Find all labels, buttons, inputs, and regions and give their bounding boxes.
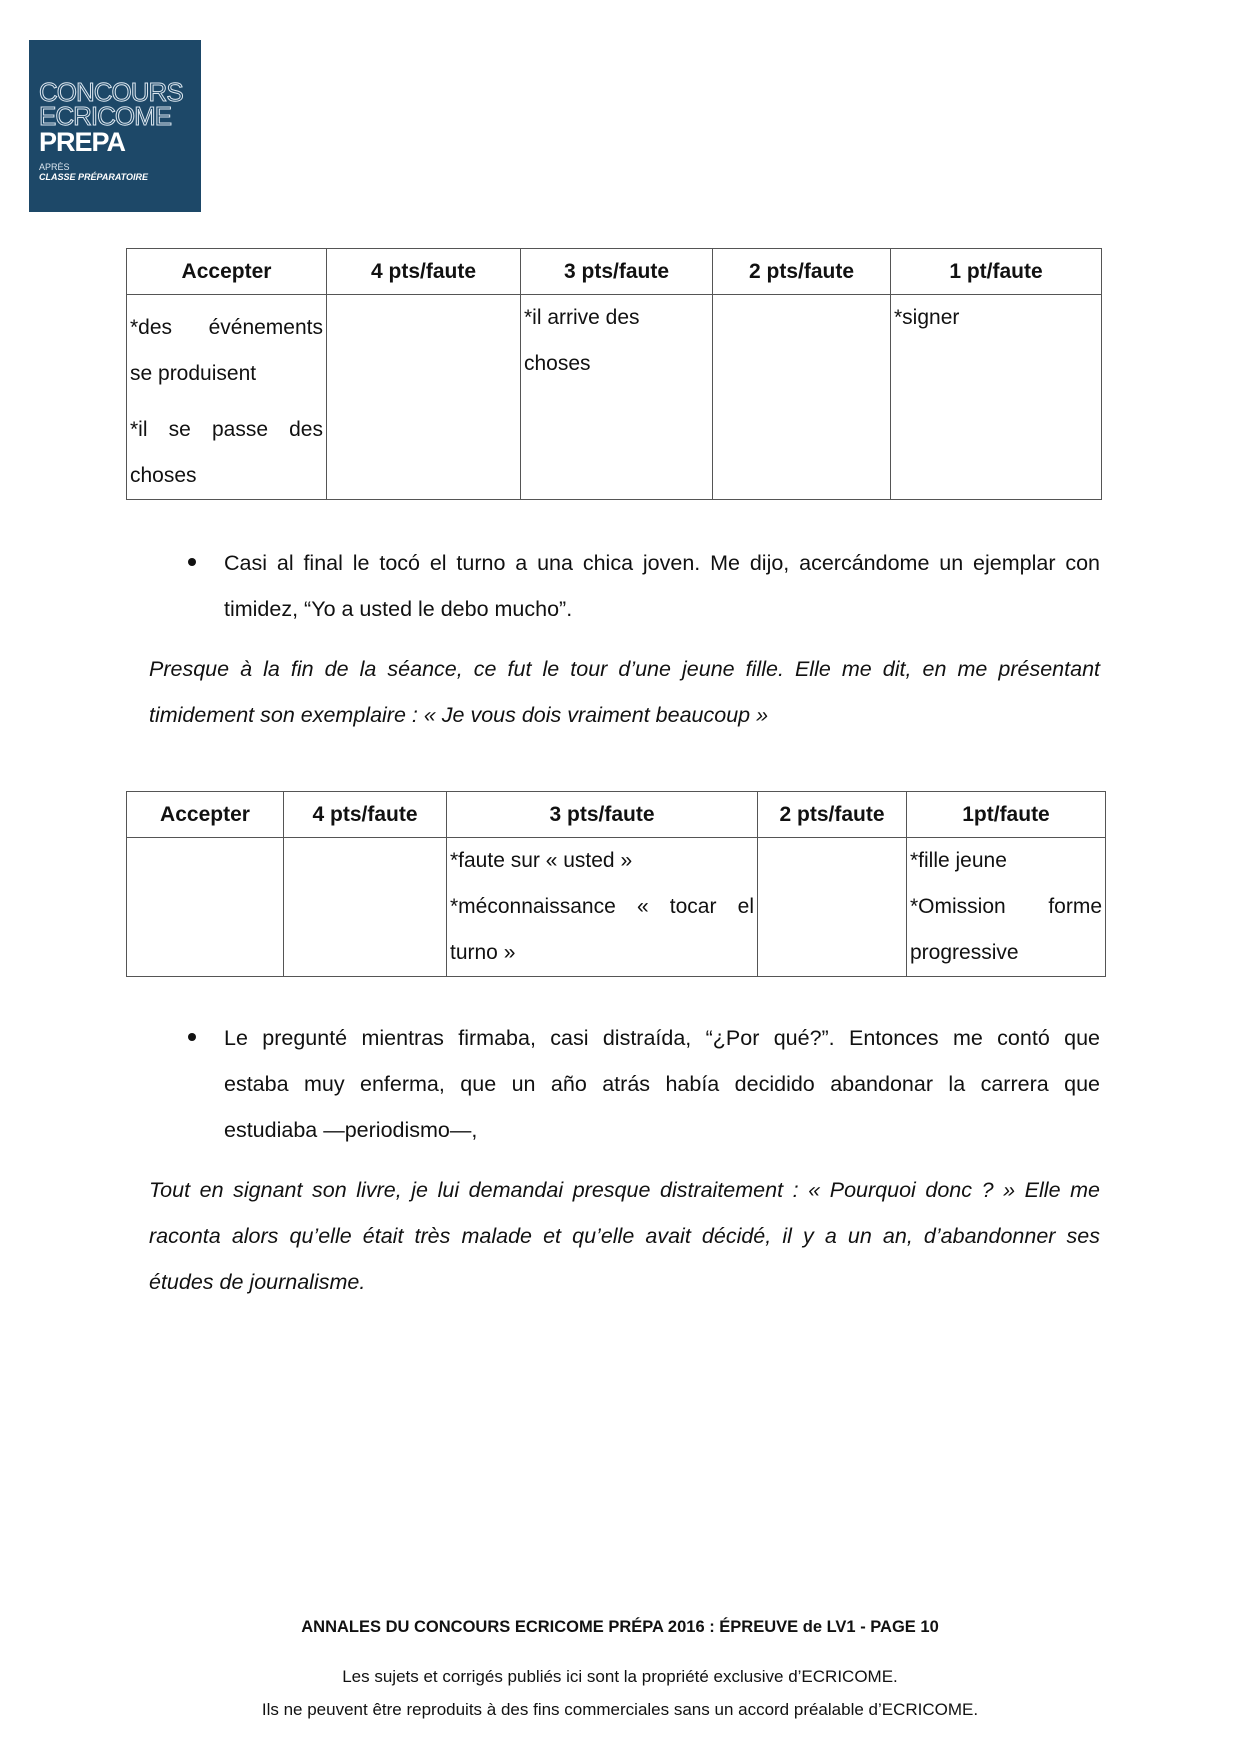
grading-table-2: [126, 791, 1106, 977]
table-row: [127, 838, 1106, 977]
logo-line-classe: CLASSE PRÉPARATOIRE: [39, 172, 149, 182]
spanish-excerpt-2: [224, 1015, 1100, 1153]
grading-table-1: [126, 248, 1102, 500]
bullet-icon: [188, 558, 196, 566]
cell-text: se produisent: [130, 362, 257, 385]
text-line: estudiaba —periodismo—,: [224, 1118, 478, 1142]
header-accepter: Accepter: [127, 249, 327, 295]
cell-text: *il se passe des: [130, 418, 323, 441]
cell-accepter: [127, 295, 327, 500]
header-3pts: 3 pts/faute: [521, 249, 713, 295]
logo-line-concours: CONCOURS: [39, 77, 183, 107]
header-accepter: Accepter: [127, 792, 284, 838]
cell-3pts: [447, 838, 758, 977]
cell-text: *méconnaissance « tocar el: [450, 895, 754, 918]
cell-text: *il arrive des: [524, 306, 640, 329]
text-line: estaba muy enferma, que un año atrás había decidido abandonar la carrera que: [224, 1072, 1100, 1096]
french-translation-1: [149, 646, 1100, 738]
cell-1pt: [891, 295, 1102, 500]
cell-1pt: [907, 838, 1106, 977]
table-header-row: [127, 792, 1106, 838]
cell-4pts: [284, 838, 447, 977]
text-line: Presque à la fin de la séance, ce fut le tour d’une jeune fille. Elle me dit, en me présentant: [149, 657, 1100, 681]
text-line: Le pregunté mientras firmaba, casi distraída, “¿Por qué?”. Entonces me contó que: [224, 1026, 1100, 1050]
french-translation-2: [149, 1167, 1100, 1305]
header-4pts: 4 pts/faute: [327, 249, 521, 295]
ecricome-logo: [29, 40, 201, 212]
cell-text: turno »: [450, 941, 516, 964]
table-header-row: [127, 249, 1102, 295]
footer-title: ANNALES DU CONCOURS ECRICOME PRÉPA 2016 : ÉPREUVE de LV1 - PAGE 10: [301, 1618, 939, 1636]
cell-3pts: [521, 295, 713, 500]
footer-copyright-line-1: Les sujets et corrigés publiés ici sont la propriété exclusive d’ECRICOME.: [342, 1667, 898, 1686]
header-3pts: 3 pts/faute: [447, 792, 758, 838]
header-1pt: 1 pt/faute: [891, 249, 1102, 295]
logo-line-apres: APRÈS: [39, 162, 70, 172]
text-line: Casi al final le tocó el turno a una chica joven. Me dijo, acercándome un ejemplar con: [224, 551, 1100, 575]
text-line: raconta alors qu’elle était très malade et qu’elle avait décidé, il y a un an, d’abandonner ses: [149, 1224, 1100, 1248]
cell-accepter: [127, 838, 284, 977]
cell-text: *des événements: [130, 316, 323, 339]
text-line: Tout en signant son livre, je lui demandai presque distraitement : « Pourquoi donc ? » Elle me: [149, 1178, 1100, 1202]
bullet-icon: [188, 1033, 196, 1041]
cell-text: *signer: [894, 306, 960, 329]
text-line: études de journalisme.: [149, 1270, 366, 1294]
footer-copyright-line-2: Ils ne peuvent être reproduits à des fins commerciales sans un accord préalable d’ECRICOME.: [261, 1700, 979, 1719]
cell-text: choses: [524, 352, 591, 375]
header-4pts: 4 pts/faute: [284, 792, 447, 838]
table-row: [127, 295, 1102, 500]
cell-text: progressive: [910, 941, 1019, 964]
text-line: timidez, “Yo a usted le debo mucho”.: [224, 597, 573, 621]
cell-2pts: [758, 838, 907, 977]
logo-line-ecricome: ECRICOME: [39, 101, 172, 131]
header-2pts: 2 pts/faute: [758, 792, 907, 838]
cell-2pts: [713, 295, 891, 500]
cell-text: *fille jeune: [910, 849, 1007, 872]
cell-text: *faute sur « usted »: [450, 849, 633, 872]
cell-text: *Omission forme: [910, 895, 1102, 918]
header-2pts: 2 pts/faute: [713, 249, 891, 295]
text-line: timidement son exemplaire : « Je vous dois vraiment beaucoup »: [149, 703, 769, 727]
logo-line-prepa: PREPA: [39, 127, 126, 157]
spanish-excerpt-1: [224, 540, 1100, 632]
cell-4pts: [327, 295, 521, 500]
cell-text: choses: [130, 464, 197, 487]
header-1pt: 1pt/faute: [907, 792, 1106, 838]
